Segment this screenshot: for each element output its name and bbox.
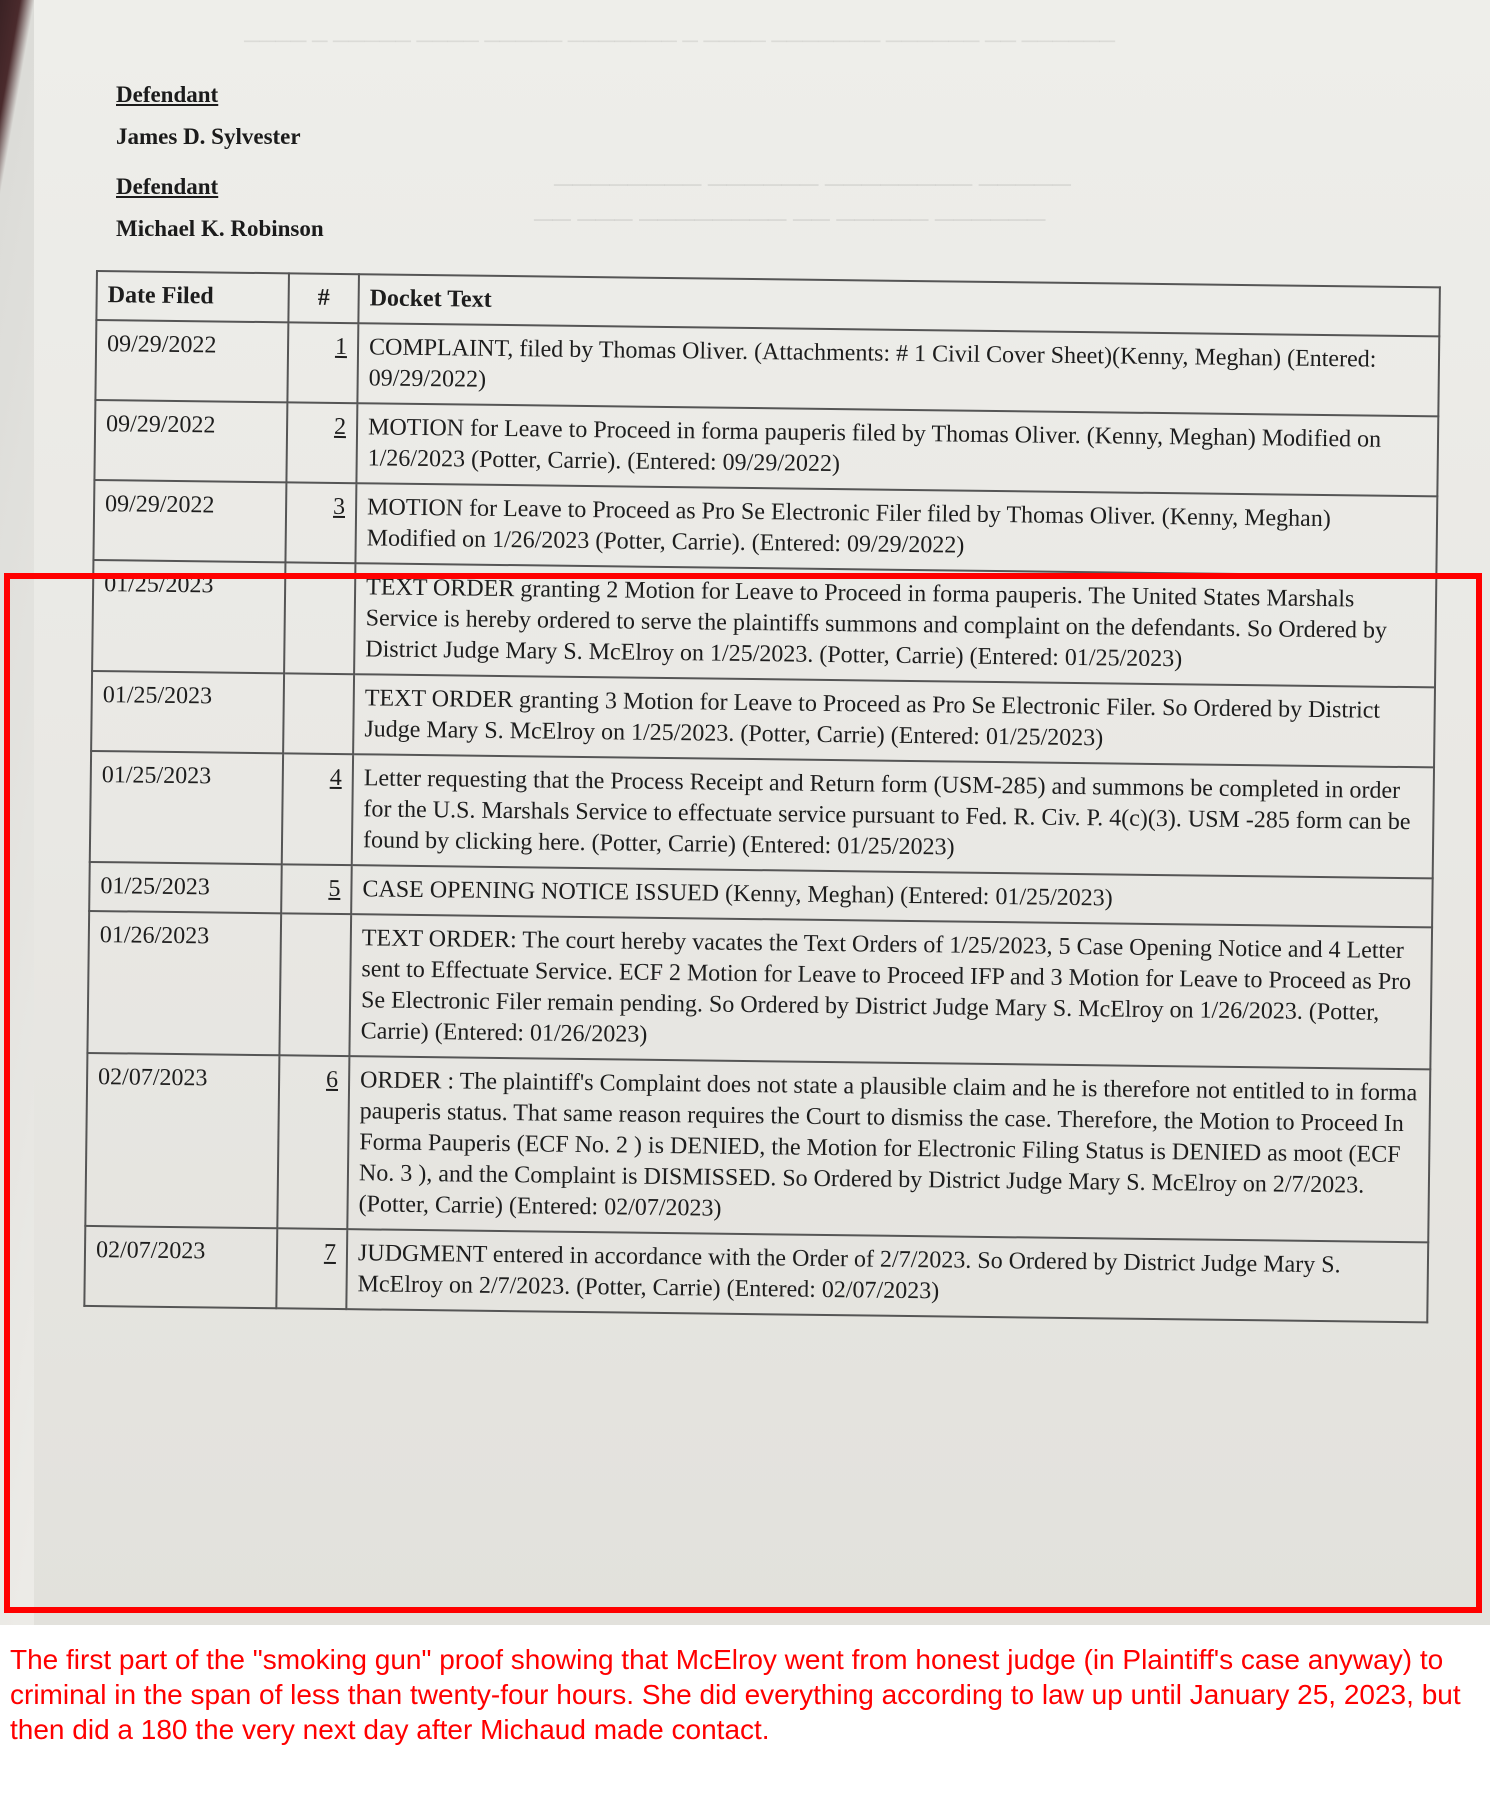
bleed-through-text: ──── ─ ───── ──── ───── ─────── ─ ──── ─────── ────── ── ──────: [244, 28, 1116, 53]
row-docket-text: MOTION for Leave to Proceed in forma pauperis filed by Thomas Oliver. (Kenny, Meghan) Modified on 1/26/2023 (Potter, Carrie). (Entered: 09/29/2022): [356, 403, 1438, 496]
row-number: 5: [281, 864, 352, 914]
row-docket-text: MOTION for Leave to Proceed as Pro Se Electronic Filer filed by Thomas Oliver. (Kenny, Meghan) Modified on 1/26/2023 (Potter, Carrie). (Entered: 09/29/2022): [355, 483, 1437, 576]
party-role: Defendant: [116, 82, 219, 107]
row-date: 02/07/2023: [84, 1226, 277, 1308]
header-docket-text: Docket Text: [358, 274, 1440, 336]
row-number: [283, 673, 354, 754]
row-date: 09/29/2022: [94, 400, 287, 482]
row-docket-text: COMPLAINT, filed by Thomas Oliver. (Attachments: # 1 Civil Cover Sheet)(Kenny, Meghan) (Entered: 09/29/2022): [357, 323, 1439, 416]
row-docket-text: JUDGMENT entered in accordance with the Order of 2/7/2023. So Ordered by District Judge Mary S. McElroy on 2/7/2023. (Potter, Carrie) (Entered: 02/07/2023): [346, 1229, 1428, 1322]
row-date: 01/26/2023: [87, 911, 281, 1055]
row-docket-text: ORDER : The plaintiff's Complaint does not state a plausible claim and he is therefore not entitled to in forma pauperis status. That same reason requires the Court to dismiss the case. Therefore, the Motion to Proceed In Forma Pauperis (ECF No. 2 ) is DENIED, the Motion for Electronic Filing Status is DENIED as moot (ECF No. 3 ), and the Complaint is DISMISSED. So Ordered by District Judge Mary S. McElroy on 2/7/2023. (Potter, Carrie) (Entered: 02/07/2023): [347, 1056, 1430, 1242]
row-date: 01/25/2023: [92, 560, 285, 673]
row-date: 01/25/2023: [91, 671, 284, 753]
table-row: [92, 560, 1436, 687]
bleed-through-heading: ── ─── ──────── ── ───── ──────: [534, 205, 1046, 234]
party-name: Michael K. Robinson: [116, 216, 324, 241]
row-docket-text: CASE OPENING NOTICE ISSUED (Kenny, Meghan) (Entered: 01/25/2023): [351, 865, 1433, 927]
table-row: [84, 1226, 1428, 1322]
table-row: [90, 751, 1434, 878]
party-block: [116, 174, 324, 242]
docket-table: [83, 270, 1441, 1323]
docket-body: [84, 320, 1439, 1322]
bleed-through-heading: ──────── ────── ──────── ─────: [554, 170, 1071, 199]
table-row: [87, 911, 1432, 1069]
caption-text: The first part of the "smoking gun" proof showing that McElroy went from honest judge (in Plaintiff's case anyway) to criminal in the span of less than twenty-four hours. She did everything according to law up until January 25, 2023, but then did a 180 the very next day after Michaud made contact.: [10, 1644, 1461, 1745]
row-date: 09/29/2022: [93, 480, 286, 562]
row-number: 7: [276, 1228, 347, 1309]
table-row: [85, 1053, 1430, 1242]
row-number: 1: [287, 322, 358, 403]
party-block: [116, 82, 301, 150]
row-date: 02/07/2023: [85, 1053, 279, 1228]
row-number: [279, 913, 351, 1056]
row-docket-text: TEXT ORDER granting 2 Motion for Leave to Proceed in forma pauperis. The United States Marshals Service is hereby ordered to serve the plaintiffs summons and complaint on the defendants. So Ordered by District Judge Mary S. McElroy on 1/25/2023. (Potter, Carrie) (Entered: 01/25/2023): [354, 563, 1436, 687]
party-name: James D. Sylvester: [116, 124, 301, 149]
party-role: Defendant: [116, 174, 219, 199]
row-number: 3: [285, 482, 356, 563]
row-number: 2: [286, 402, 357, 483]
row-docket-text: TEXT ORDER granting 3 Motion for Leave to Proceed as Pro Se Electronic Filer. So Ordered by District Judge Mary S. McElroy on 1/25/2023. (Potter, Carrie) (Entered: 01/25/2023): [353, 674, 1435, 767]
header-date-filed: Date Filed: [96, 271, 289, 322]
row-date: 01/25/2023: [89, 862, 282, 913]
row-number: [284, 562, 355, 674]
header-number: #: [288, 273, 359, 323]
row-number: 4: [282, 753, 353, 865]
row-docket-text: TEXT ORDER: The court hereby vacates the Text Orders of 1/25/2023, 5 Case Opening Notice and 4 Letter sent to Effectuate Service. ECF 2 Motion for Leave to Proceed IFP and 3 Motion for Leave to Proceed as Pro Se Electronic Filer remain pending. So Ordered by District Judge Mary S. McElroy on 1/26/2023. (Potter, Carrie) (Entered: 01/26/2023): [349, 914, 1432, 1069]
row-number: 6: [277, 1055, 349, 1229]
row-date: 01/25/2023: [90, 751, 283, 864]
row-date: 09/29/2022: [95, 320, 288, 402]
row-docket-text: Letter requesting that the Process Receipt and Return form (USM-285) and summons be completed in order for the U.S. Marshals Service to effectuate service pursuant to Fed. R. Civ. P. 4(c)(3). USM -285 form can be found by clicking here. (Potter, Carrie) (Entered: 01/25/2023): [352, 754, 1434, 878]
